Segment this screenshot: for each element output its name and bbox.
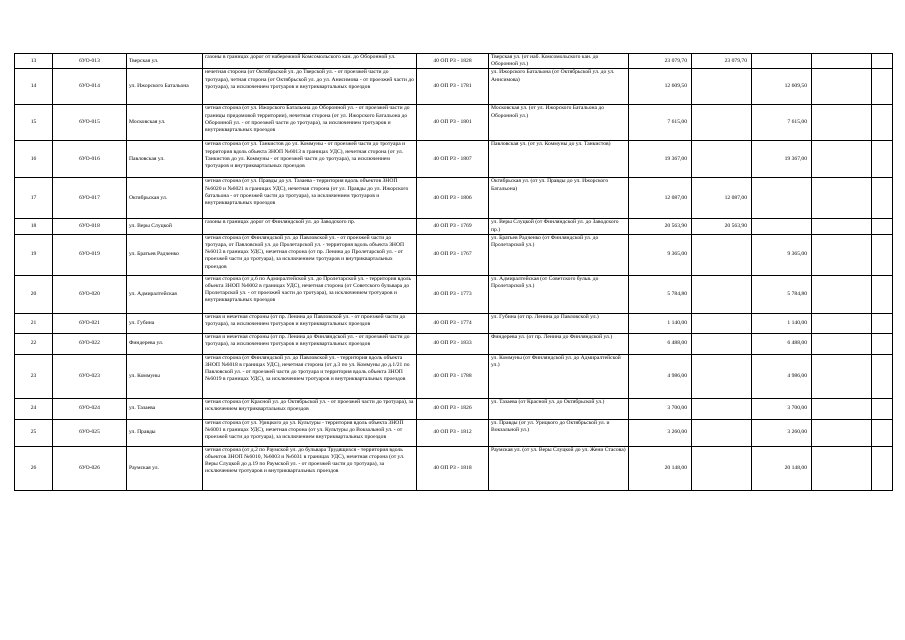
cell-v3 [812, 69, 872, 105]
cell-area: 9 365,00 [629, 234, 692, 275]
cell-num: 18 [15, 219, 53, 234]
cell-v1 [692, 333, 752, 354]
cell-v2: 9 365,00 [752, 234, 812, 275]
table-row [15, 234, 893, 275]
cell-street: ул. Тазаева [127, 398, 203, 419]
cell-num: 16 [15, 141, 53, 178]
cell-area: 12 087,00 [629, 178, 692, 219]
cell-code: 6УО-018 [53, 219, 127, 234]
cell-area: 23 079,70 [629, 54, 692, 69]
cell-empty [872, 141, 893, 178]
cell-street: ул. Губина [127, 313, 203, 333]
table-row [15, 313, 893, 333]
cell-v2: 19 367,00 [752, 141, 812, 178]
cell-area: 12 609,50 [629, 69, 692, 105]
cell-reg: 40 ОП РЗ - 1833 [417, 333, 489, 354]
cell-v3 [812, 234, 872, 275]
cell-empty [872, 219, 893, 234]
table-row [15, 354, 893, 398]
cell-code: 6УО-017 [53, 178, 127, 219]
cell-v3 [812, 141, 872, 178]
cell-code: 6УО-015 [53, 105, 127, 141]
cell-empty [872, 178, 893, 219]
cell-empty [872, 234, 893, 275]
cell-empty [872, 54, 893, 69]
cell-desc: четная и нечетная стороны (от пр. Ленина до Финляндской ул. - от проезжей части до тротуара), за исключением тротуаров и внутриквартальных проездов [203, 333, 417, 354]
cell-name2: Тверская ул. (от наб. Комсомольского кан. до Оборонной ул.) [489, 54, 629, 69]
cell-name2: ул. Братьев Радченко (от Финляндской ул. до Пролетарской ул.) [489, 234, 629, 275]
cell-empty [872, 313, 893, 333]
cell-reg: 40 ОП РЗ - 1826 [417, 398, 489, 419]
cell-empty [872, 419, 893, 446]
cell-empty [872, 275, 893, 313]
cell-v2: 1 140,00 [752, 313, 812, 333]
cell-name2: ул. Веры Слуцкой (от Финляндской ул. до Заводского пр.) [489, 219, 629, 234]
cell-reg: 40 ОП РЗ - 1788 [417, 354, 489, 398]
cell-reg: 40 ОП РЗ - 1774 [417, 313, 489, 333]
cell-num: 20 [15, 275, 53, 313]
cell-v2: 3 260,00 [752, 419, 812, 446]
cell-reg: 40 ОП РЗ - 1812 [417, 419, 489, 446]
cell-code: 6УО-016 [53, 141, 127, 178]
cell-street: ул. Веры Слуцкой [127, 219, 203, 234]
cell-name2: ул. Ижорского Батальона (от Октябрьской ул. до ул. Анисимова) [489, 69, 629, 105]
table-row [15, 54, 893, 69]
cell-v2 [752, 178, 812, 219]
cell-v1 [692, 398, 752, 419]
cell-v1 [692, 313, 752, 333]
cell-name2: ул. Коммуны (от Финляндской ул. до Адмиралтейской ул.) [489, 354, 629, 398]
cell-reg: 40 ОП РЗ - 1767 [417, 234, 489, 275]
cell-v1 [692, 105, 752, 141]
cell-num: 25 [15, 419, 53, 446]
cell-num: 21 [15, 313, 53, 333]
cell-name2: Павловская ул. (от ул. Коммуны до ул. Танкистов) [489, 141, 629, 178]
cell-street: ул. Ижорского Батальона [127, 69, 203, 105]
table-row [15, 275, 893, 313]
cell-area: 5 784,80 [629, 275, 692, 313]
cell-num: 22 [15, 333, 53, 354]
cell-empty [872, 333, 893, 354]
cell-v3 [812, 333, 872, 354]
cell-name2: ул. Правды (от ул. Урицкого до Октябрьской ул. и Вокзальной ул.) [489, 419, 629, 446]
cell-v2: 6 488,00 [752, 333, 812, 354]
table-row [15, 446, 893, 490]
cell-v3 [812, 398, 872, 419]
cell-num: 26 [15, 446, 53, 490]
cell-desc: четная сторона (от Красной ул. до Октябрьской ул. - от проезжей части до тротуара), за исключением внутриквартальных проездов [203, 398, 417, 419]
cell-desc: четная сторона (от ул. Ижорского Батальона до Оборонной ул. - от проезжей части до границы придомовой территории), нечетная сторона (от ул. Ижорского Батальона до Оборонной ул. - от проезжей части до тротуара), за исключением тротуаров и внутриквартальных проездов [203, 105, 417, 141]
table-row [15, 398, 893, 419]
cell-v1 [692, 446, 752, 490]
cell-area: 7 615,00 [629, 105, 692, 141]
cell-reg: 40 ОП РЗ - 1773 [417, 275, 489, 313]
cell-street: ул. Адмиралтейская [127, 275, 203, 313]
cell-num: 14 [15, 69, 53, 105]
table-row [15, 105, 893, 141]
cell-area: 3 260,00 [629, 419, 692, 446]
cell-reg: 40 ОП РЗ - 1781 [417, 69, 489, 105]
cell-v2: 3 700,00 [752, 398, 812, 419]
cell-desc: газоны в границах дорог от Финляндской ул. до Заводского пр. [203, 219, 417, 234]
cell-v2: 4 986,00 [752, 354, 812, 398]
cell-code: 6УО-023 [53, 354, 127, 398]
cell-name2: ул. Губина (от пр. Ленина до Павловской ул.) [489, 313, 629, 333]
cell-area: 4 986,00 [629, 354, 692, 398]
cell-v3 [812, 275, 872, 313]
cell-v1 [692, 354, 752, 398]
table-row [15, 219, 893, 234]
cell-code: 6УО-022 [53, 333, 127, 354]
cell-code: 6УО-014 [53, 69, 127, 105]
cell-empty [872, 105, 893, 141]
cell-desc: четная сторона (от Финляндской ул. до Павловской ул. - территория вдоль объекта ЗНОП №6018 в границах УДС), нечетная сторона (от д.3 по ул. Коммуны до д.1/21 по Павловской ул. - от проезжей части до тротуара и территория вдоль объекта ЗНОП №6019 в границах УДС), за исключением тротуаров и внутриквартальных проездов [203, 354, 417, 398]
table-row [15, 333, 893, 354]
cell-num: 15 [15, 105, 53, 141]
document-sheet [14, 53, 892, 491]
cell-v2: 20 148,00 [752, 446, 812, 490]
cell-num: 17 [15, 178, 53, 219]
cell-v3 [812, 313, 872, 333]
cell-code: 6УО-025 [53, 419, 127, 446]
cell-code: 6УО-019 [53, 234, 127, 275]
cell-desc: четная сторона (от ул. Танкистов до ул. Коммуны - от проезжей части до тротуара и территория вдоль объекта ЗНОП №6013 в границах УДС), нечетная сторона (от ул. Танкистов до ул. Коммуны - от проезжей части до тротуара), за исключением тротуаров и внутриквартальных проездов [203, 141, 417, 178]
cell-desc: четная сторона (от Финляндской ул. до Павловской ул. - от проезжей части до тротуара, от Павловской ул. до Пролетарской ул. - территория вдоль объекта ЗНОП №6013 в границах УДС), нечетная сторона (от пр. Ленина до Пролетарской ул. - от проезжей части до тротуара), за исключением тротуаров и внутриквартальных проездов [203, 234, 417, 275]
cell-num: 13 [15, 54, 53, 69]
cell-street: Финдерева ул. [127, 333, 203, 354]
cell-reg: 40 ОП РЗ - 1807 [417, 141, 489, 178]
table-row [15, 69, 893, 105]
cell-v3 [812, 446, 872, 490]
cell-area: 20 563,90 [629, 219, 692, 234]
cell-reg: 40 ОП РЗ - 1769 [417, 219, 489, 234]
cell-area: 19 367,00 [629, 141, 692, 178]
cell-name2: Раумская ул. (от ул. Веры Слуцкой до ул. Жени Стасова) [489, 446, 629, 490]
cell-v1: 20 563,90 [692, 219, 752, 234]
cell-empty [872, 69, 893, 105]
cell-v3 [812, 105, 872, 141]
cell-street: ул. Братьев Радченко [127, 234, 203, 275]
table-row [15, 141, 893, 178]
cell-code: 6УО-013 [53, 54, 127, 69]
cell-street: Тверская ул. [127, 54, 203, 69]
cell-v3 [812, 54, 872, 69]
cell-desc: четная сторона (от ул. Урицкого до ул. Культуры - территория вдоль объекта ЗНОП №6001 в границах УДС), нечетная сторона (от ул. Культуры до Вокзальной ул. - от проезжей части до тротуара), за исключением внутриквартальных проездов [203, 419, 417, 446]
cell-reg: 40 ОП РЗ - 1801 [417, 105, 489, 141]
streets-table [14, 53, 893, 491]
cell-v1: 23 079,70 [692, 54, 752, 69]
cell-name2: Октябрьская ул. (от ул. Правды до ул. Ижорского Батальона) [489, 178, 629, 219]
cell-v3 [812, 419, 872, 446]
cell-street: ул. Коммуны [127, 354, 203, 398]
cell-area: 20 148,00 [629, 446, 692, 490]
cell-reg: 40 ОП РЗ - 1818 [417, 446, 489, 490]
cell-reg: 40 ОП РЗ - 1806 [417, 178, 489, 219]
cell-v1 [692, 419, 752, 446]
cell-code: 6УО-021 [53, 313, 127, 333]
cell-name2: Московская ул. (от ул. Ижорского Батальона до Оборонной ул.) [489, 105, 629, 141]
cell-code: 6УО-020 [53, 275, 127, 313]
cell-street: ул. Правды [127, 419, 203, 446]
cell-v1: 12 087,00 [692, 178, 752, 219]
cell-street: Раумская ул. [127, 446, 203, 490]
cell-v2: 5 784,80 [752, 275, 812, 313]
cell-desc: четная сторона (от д.6 по Адмиралтейской ул. до Пролетарской ул. - территория вдоль объекта ЗНОП №6002 в границах УДС), нечетная сторона (от Советского бульвара до Пролетарской ул. - от проезжей части до тротуара), за исключением тротуаров и внутриквартальных проездов [203, 275, 417, 313]
cell-street: Октябрьская ул. [127, 178, 203, 219]
cell-v1 [692, 69, 752, 105]
cell-num: 24 [15, 398, 53, 419]
cell-desc: четная сторона (от д.2 по Раумской ул. до бульвара Трудящихся - территория вдоль объектов ЗНОП №6010, №6003 и №6031 в границах УДС), нечетная сторона (от ул. Веры Слуцкой до д.19 по Раумской ул. - от проезжей части до тротуара), за исключением тротуаров и внутриквартальных проездов [203, 446, 417, 490]
cell-v2: 12 609,50 [752, 69, 812, 105]
cell-v3 [812, 354, 872, 398]
cell-num: 19 [15, 234, 53, 275]
cell-area: 6 488,00 [629, 333, 692, 354]
table-row [15, 178, 893, 219]
cell-area: 3 700,00 [629, 398, 692, 419]
cell-street: Павловская ул. [127, 141, 203, 178]
cell-desc: четная и нечетная стороны (от пр. Ленина до Павловской ул. - от проезжей части до тротуара), за исключением тротуаров и внутриквартальных проездов [203, 313, 417, 333]
cell-empty [872, 446, 893, 490]
cell-v2: 7 615,00 [752, 105, 812, 141]
cell-v2 [752, 54, 812, 69]
cell-v3 [812, 219, 872, 234]
cell-desc: четная сторона (от ул. Правды до ул. Тазаева - территория вдоль объектов ЗНОП №6020 и №6021 в границах УДС), нечетная сторона (от ул. Правды до ул. Ижорского батальона - от проезжей части до тротуара), за исключением тротуаров и внутриквартальных проездов [203, 178, 417, 219]
cell-num: 23 [15, 354, 53, 398]
cell-name2: ул. Тазаева (от Красной ул. до Октябрьской ул.) [489, 398, 629, 419]
cell-desc: газоны в границах дорог от набережной Комсомольского кан. до Оборонной ул. [203, 54, 417, 69]
cell-name2: Финдерева ул. (от пр. Ленина до Финляндской ул.) [489, 333, 629, 354]
cell-empty [872, 354, 893, 398]
cell-street: Московская ул. [127, 105, 203, 141]
cell-code: 6УО-024 [53, 398, 127, 419]
table-row [15, 419, 893, 446]
cell-v1 [692, 275, 752, 313]
cell-desc: нечетная сторона (от Октябрьской ул. до Тверской ул. - от проезжей части до тротуара), четная сторона (от Октябрьской ул. до ул. Анисимова - от проезжей части до тротуара), за исключением тротуаров и внутриквартальных проездов [203, 69, 417, 105]
cell-v1 [692, 234, 752, 275]
cell-name2: ул. Адмиралтейская (от Советского бульв. до Пролетарской ул.) [489, 275, 629, 313]
cell-v1 [692, 141, 752, 178]
cell-code: 6УО-026 [53, 446, 127, 490]
cell-reg: 40 ОП РЗ - 1828 [417, 54, 489, 69]
cell-v2 [752, 219, 812, 234]
cell-area: 1 140,00 [629, 313, 692, 333]
cell-v3 [812, 178, 872, 219]
cell-empty [872, 398, 893, 419]
